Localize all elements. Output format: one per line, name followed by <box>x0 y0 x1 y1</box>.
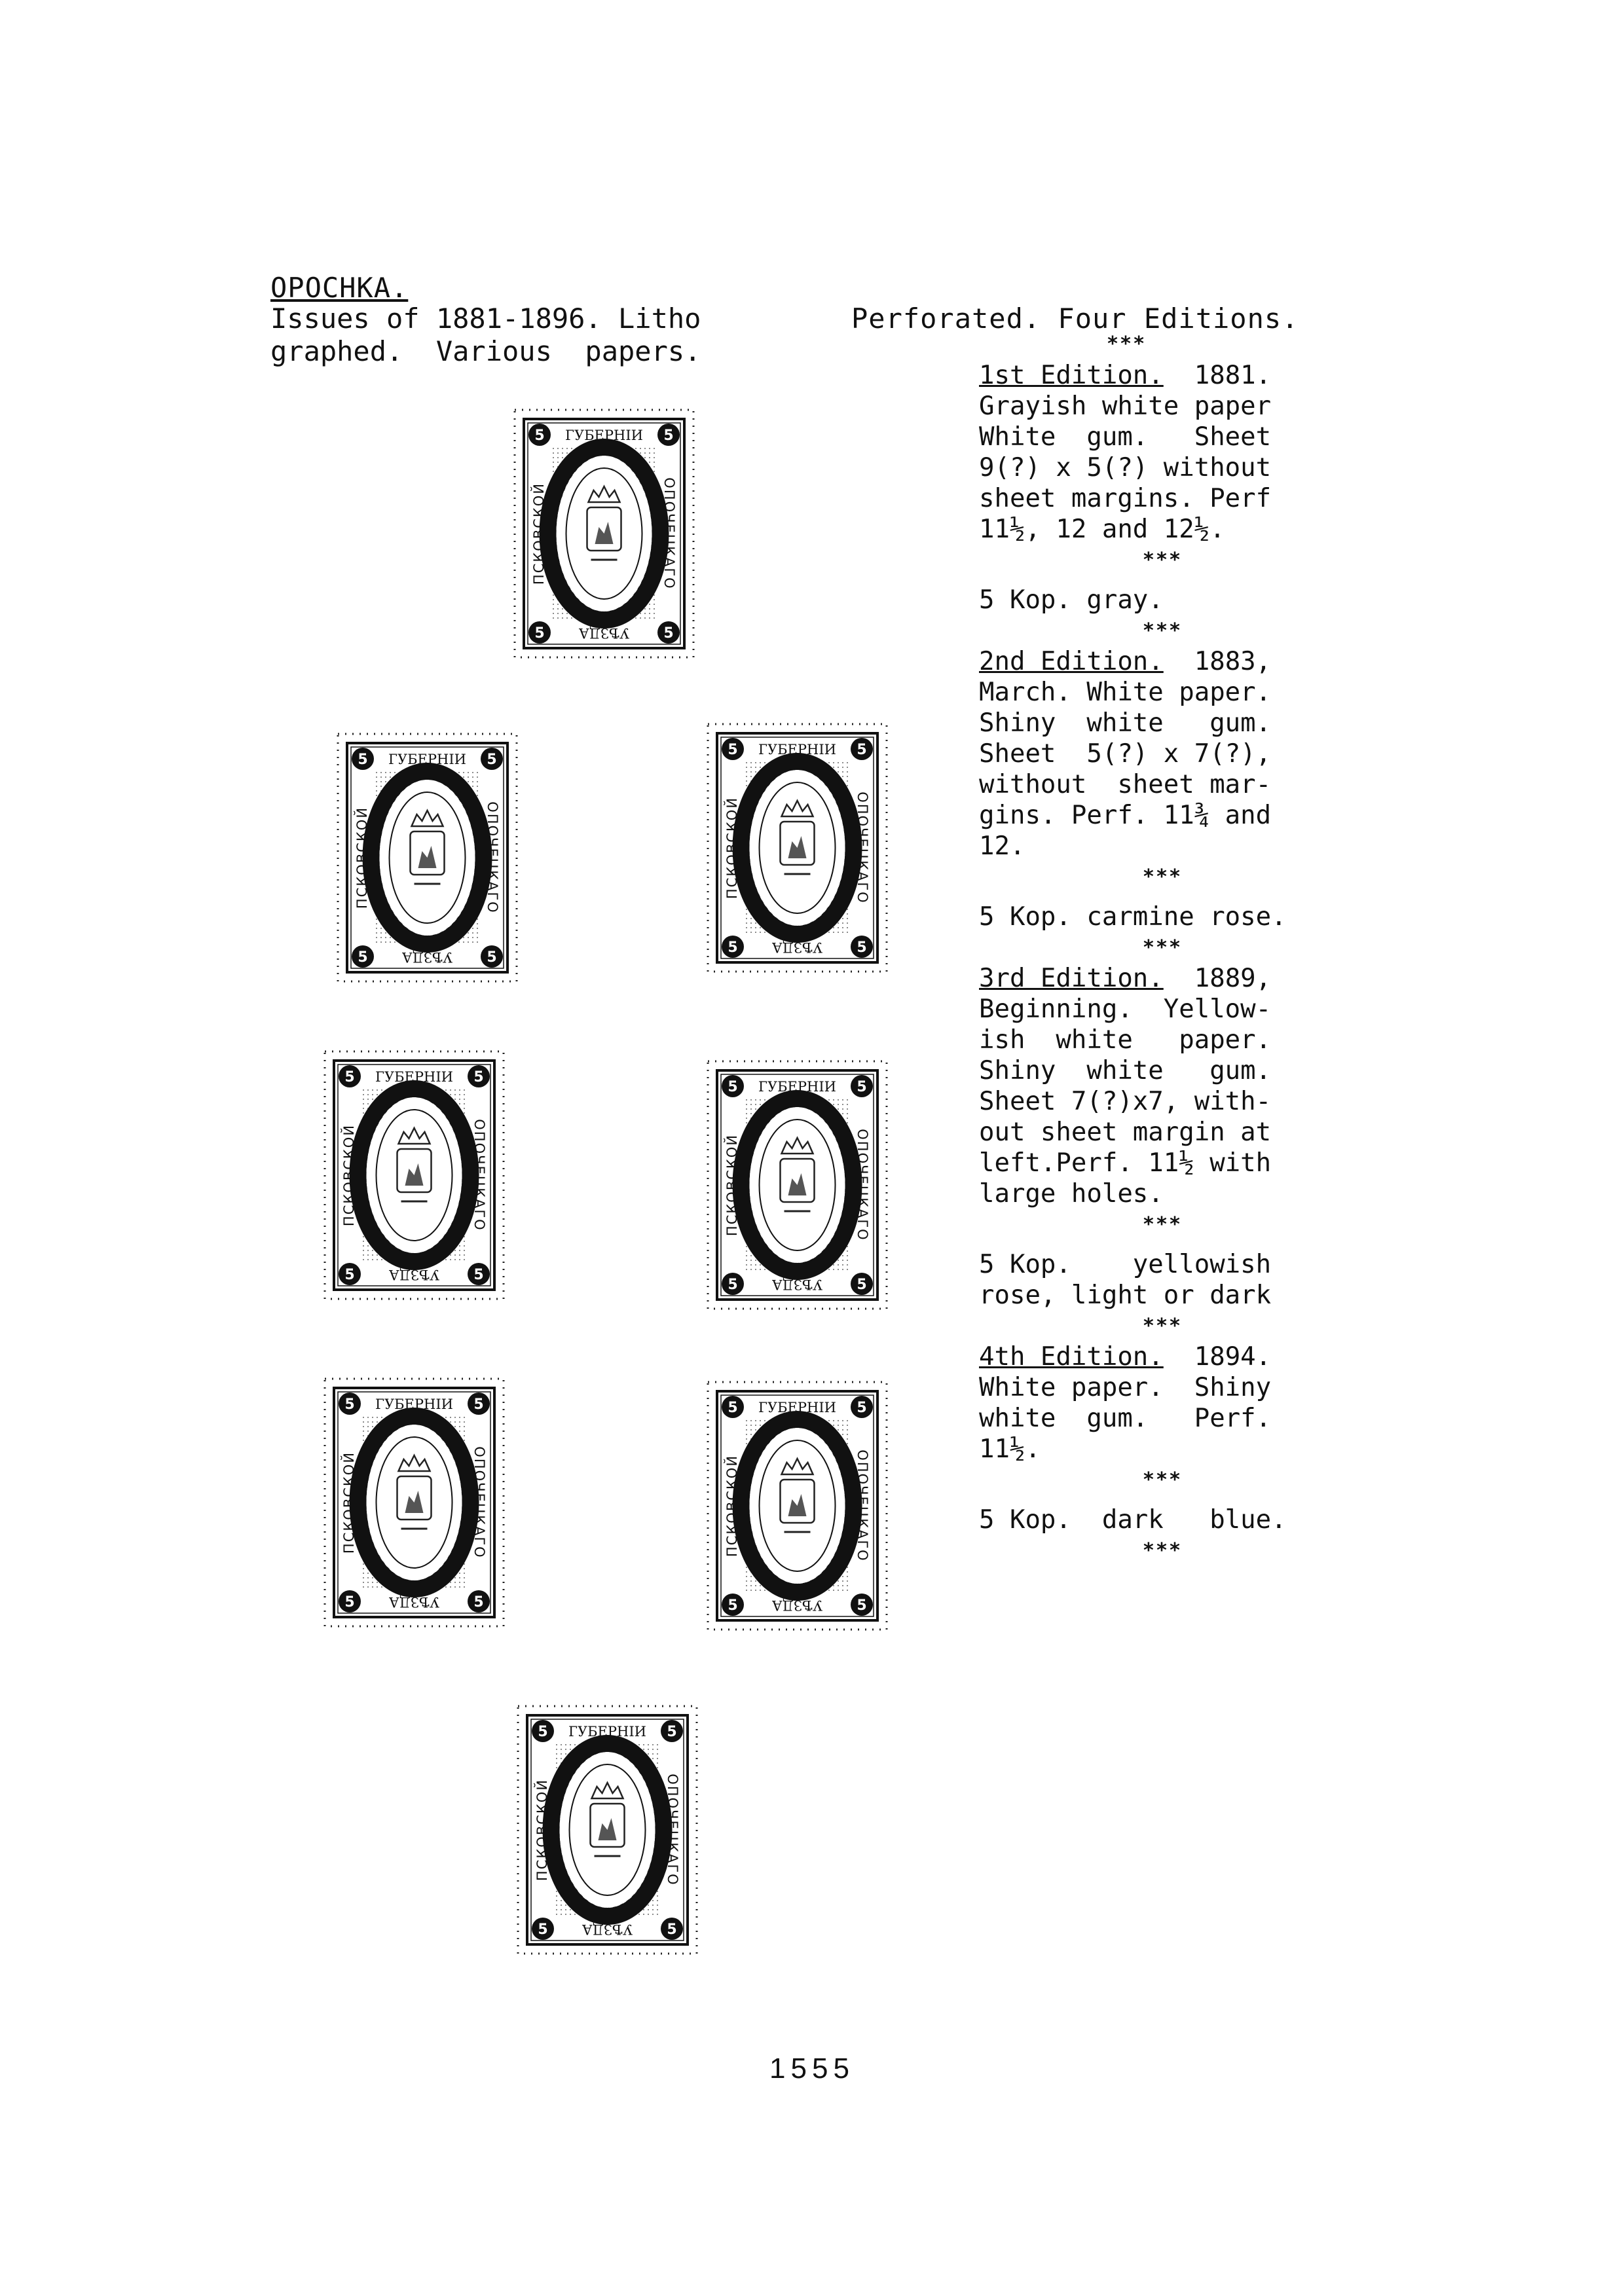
svg-text:5: 5 <box>663 625 674 642</box>
separator: *** <box>1142 1468 1183 1491</box>
svg-text:ГУБЕРНІИ: ГУБЕРНІИ <box>758 1079 836 1095</box>
svg-text:5: 5 <box>473 1267 484 1283</box>
svg-text:5: 5 <box>728 1597 738 1614</box>
stamp-image <box>321 1048 507 1303</box>
svg-text:5: 5 <box>667 1724 677 1740</box>
editions-column <box>979 360 1346 1566</box>
page-number: 1555 <box>769 2052 855 2085</box>
svg-text:ОПОЧЕЦКАГО: ОПОЧЕЦКАГО <box>471 1119 487 1231</box>
svg-text:5: 5 <box>728 1400 738 1416</box>
edition-line: without sheet mar- <box>979 770 1272 799</box>
svg-text:ОПОЧЕЦКАГО: ОПОЧЕЦКАГО <box>485 801 500 914</box>
edition-year: 1889, <box>1194 964 1272 993</box>
edition-line: white gum. Perf. <box>979 1404 1272 1433</box>
edition-title: 2nd Edition. <box>979 647 1164 676</box>
edition-title: 4th Edition. <box>979 1342 1164 1372</box>
svg-text:5: 5 <box>487 949 497 966</box>
svg-text:УѢЗДА: УѢЗДА <box>401 949 453 965</box>
svg-text:5: 5 <box>857 1597 867 1614</box>
editions-heading: Perforated. Four Editions. <box>851 302 1299 335</box>
edition-year: 1883, <box>1194 647 1272 676</box>
svg-text:ГУБЕРНІИ: ГУБЕРНІИ <box>565 428 643 443</box>
separator: *** <box>1142 1315 1183 1338</box>
svg-text:5: 5 <box>667 1922 677 1938</box>
svg-text:5: 5 <box>344 1396 355 1413</box>
svg-text:УѢЗДА: УѢЗДА <box>771 1277 823 1292</box>
edition-line: ish white paper. <box>979 1025 1272 1055</box>
svg-text:5: 5 <box>344 1069 355 1085</box>
svg-text:ГУБЕРНІИ: ГУБЕРНІИ <box>375 1069 453 1085</box>
svg-text:УѢЗДА: УѢЗДА <box>771 1597 823 1613</box>
svg-text:5: 5 <box>358 752 368 768</box>
svg-text:5: 5 <box>857 742 867 758</box>
edition-line: Sheet 7(?)x7, with- <box>979 1087 1272 1116</box>
edition-line: Grayish white paper <box>979 392 1272 421</box>
separator: *** <box>1142 1213 1183 1236</box>
separator: *** <box>1142 866 1183 888</box>
svg-text:5: 5 <box>358 949 368 966</box>
separator: *** <box>1142 936 1183 959</box>
svg-text:5: 5 <box>534 428 545 444</box>
svg-text:ГУБЕРНІИ: ГУБЕРНІИ <box>388 752 466 767</box>
issue-description-line: graphed. Various papers. <box>270 335 701 367</box>
svg-text:5: 5 <box>487 752 497 768</box>
edition-line: 11½. <box>979 1434 1041 1464</box>
svg-text:ГУБЕРНІИ: ГУБЕРНІИ <box>758 1400 836 1415</box>
svg-text:ПСКОВСКОЙ: ПСКОВСКОЙ <box>531 482 547 585</box>
edition-line: Sheet 5(?) x 7(?), <box>979 739 1272 769</box>
edition-value: 5 Kop. gray. <box>979 585 1164 615</box>
edition-line: 12. <box>979 831 1025 861</box>
edition-value: 5 Kop. dark blue. <box>979 1505 1287 1535</box>
svg-text:ПСКОВСКОЙ: ПСКОВСКОЙ <box>724 796 740 900</box>
edition-line: Shiny white gum. <box>979 708 1272 738</box>
svg-text:ОПОЧЕЦКАГО: ОПОЧЕЦКАГО <box>855 1449 870 1562</box>
svg-text:ПСКОВСКОЙ: ПСКОВСКОЙ <box>534 1778 550 1882</box>
edition-title: 1st Edition. <box>979 361 1164 390</box>
svg-text:ПСКОВСКОЙ: ПСКОВСКОЙ <box>724 1454 740 1558</box>
svg-text:5: 5 <box>344 1594 355 1611</box>
edition-heading <box>979 646 1346 677</box>
stamp-image <box>704 1378 891 1633</box>
stamp-image <box>514 1702 701 1958</box>
edition-heading <box>979 360 1346 391</box>
edition-year: 1894. <box>1194 1342 1272 1372</box>
edition-line: sheet margins. Perf <box>979 484 1272 513</box>
svg-text:5: 5 <box>663 428 674 444</box>
edition-line: White gum. Sheet <box>979 422 1272 452</box>
stamp-image <box>704 1057 891 1313</box>
edition-heading <box>979 1341 1346 1372</box>
edition-line: gins. Perf. 11¾ and <box>979 801 1272 830</box>
edition-line: Shiny white gum. <box>979 1056 1272 1085</box>
svg-text:5: 5 <box>857 939 867 956</box>
svg-text:5: 5 <box>538 1724 548 1740</box>
separator: *** <box>1142 619 1183 642</box>
separator: *** <box>1107 333 1147 355</box>
svg-text:5: 5 <box>344 1267 355 1283</box>
svg-text:УѢЗДА: УѢЗДА <box>771 939 823 955</box>
svg-text:ПСКОВСКОЙ: ПСКОВСКОЙ <box>724 1133 740 1237</box>
svg-text:ОПОЧЕЦКАГО: ОПОЧЕЦКАГО <box>665 1774 680 1886</box>
svg-text:5: 5 <box>473 1396 484 1413</box>
stamp-image <box>321 1375 507 1630</box>
svg-text:ОПОЧЕЦКАГО: ОПОЧЕЦКАГО <box>855 1129 870 1241</box>
svg-text:5: 5 <box>473 1069 484 1085</box>
edition-line: White paper. Shiny <box>979 1373 1272 1402</box>
svg-text:ПСКОВСКОЙ: ПСКОВСКОЙ <box>341 1123 357 1227</box>
svg-text:ПСКОВСКОЙ: ПСКОВСКОЙ <box>341 1451 357 1554</box>
edition-value: 5 Kop. carmine rose. <box>979 902 1287 932</box>
edition-value: 5 Kop. yellowish <box>979 1250 1272 1279</box>
edition-line: large holes. <box>979 1179 1164 1209</box>
svg-text:УѢЗДА: УѢЗДА <box>578 625 630 641</box>
svg-text:УѢЗДА: УѢЗДА <box>388 1594 440 1610</box>
edition-title: 3rd Edition. <box>979 964 1164 993</box>
svg-text:5: 5 <box>534 625 545 642</box>
svg-text:5: 5 <box>857 1400 867 1416</box>
page-title: OPOCHKA. <box>270 272 409 304</box>
edition-line: left.Perf. 11½ with <box>979 1148 1272 1178</box>
edition-value: rose, light or dark <box>979 1281 1272 1310</box>
svg-text:5: 5 <box>728 742 738 758</box>
edition-line: 11½, 12 and 12½. <box>979 515 1225 544</box>
svg-text:5: 5 <box>728 1079 738 1095</box>
edition-line: out sheet margin at <box>979 1118 1272 1147</box>
svg-text:УѢЗДА: УѢЗДА <box>388 1267 440 1283</box>
separator: *** <box>1142 549 1183 572</box>
stamp-image <box>334 730 521 985</box>
edition-line: 9(?) x 5(?) without <box>979 453 1272 483</box>
edition-year: 1881. <box>1194 361 1272 390</box>
svg-text:УѢЗДА: УѢЗДА <box>581 1922 633 1937</box>
svg-text:5: 5 <box>473 1594 484 1611</box>
svg-text:ОПОЧЕЦКАГО: ОПОЧЕЦКАГО <box>661 477 677 590</box>
svg-text:5: 5 <box>728 939 738 956</box>
svg-text:5: 5 <box>857 1079 867 1095</box>
svg-text:ОПОЧЕЦКАГО: ОПОЧЕЦКАГО <box>855 792 870 904</box>
svg-text:5: 5 <box>857 1277 867 1293</box>
svg-text:ГУБЕРНІИ: ГУБЕРНІИ <box>568 1724 646 1740</box>
svg-text:5: 5 <box>538 1922 548 1938</box>
edition-line: March. White paper. <box>979 678 1272 707</box>
stamp-image <box>704 720 891 975</box>
svg-text:5: 5 <box>728 1277 738 1293</box>
svg-text:ОПОЧЕЦКАГО: ОПОЧЕЦКАГО <box>471 1446 487 1559</box>
stamp-image <box>511 406 697 661</box>
svg-text:ГУБЕРНІИ: ГУБЕРНІИ <box>375 1396 453 1412</box>
svg-text:ГУБЕРНІИ: ГУБЕРНІИ <box>758 742 836 757</box>
edition-heading <box>979 963 1346 994</box>
svg-text:ПСКОВСКОЙ: ПСКОВСКОЙ <box>354 806 370 909</box>
issue-description <box>270 302 755 368</box>
edition-line: Beginning. Yellow- <box>979 994 1272 1024</box>
separator: *** <box>1142 1539 1183 1562</box>
issue-description-line: Issues of 1881-1896. Litho <box>270 302 701 335</box>
